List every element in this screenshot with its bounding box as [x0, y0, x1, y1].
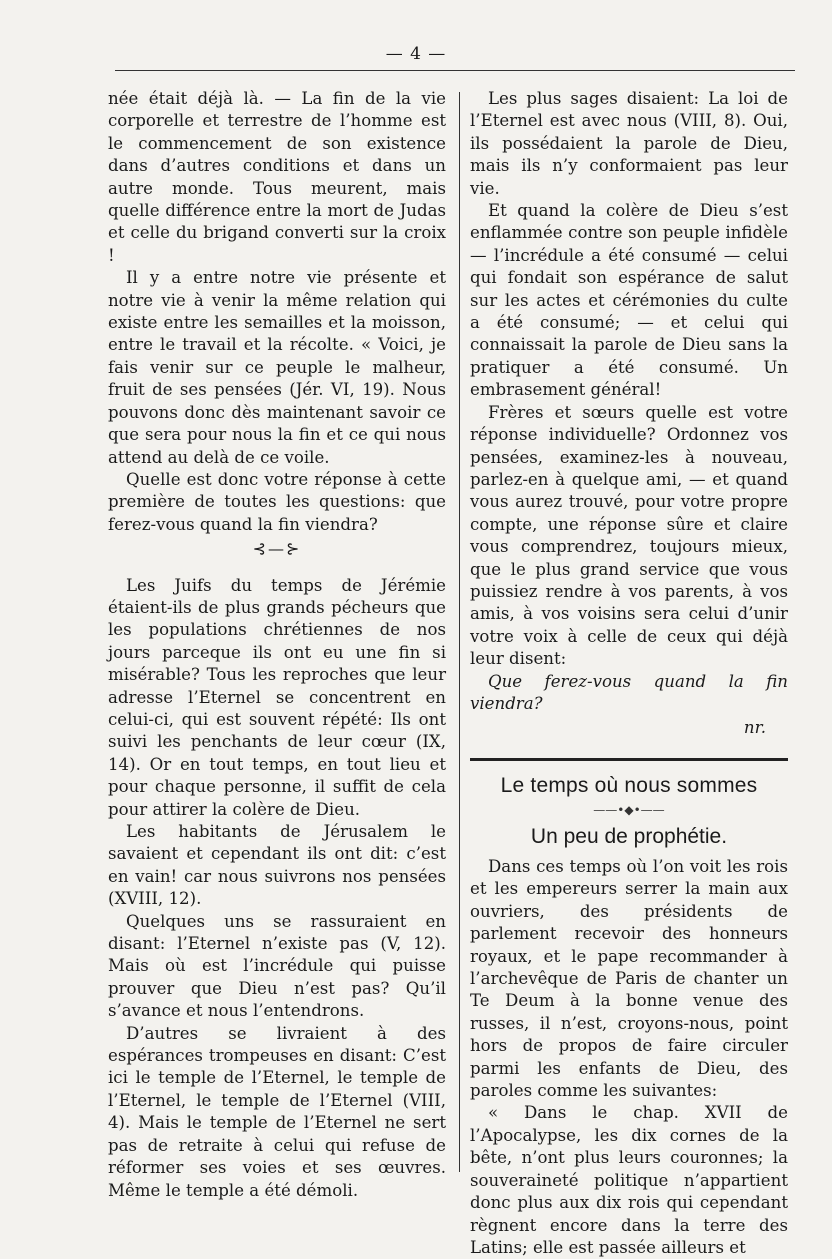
- paragraph: « Dans le chap. XVII de l’Apocalypse, les dix cornes de la bête, n’ont plus leurs couronnes; la souveraineté politique n’appartient donc plus aux dix rois qui cependant règnent encore dans la terre des Latins; elle est passée ailleurs et: [470, 1103, 788, 1257]
- paragraph: Les Juifs du temps de Jérémie étaient-ils de plus grands pécheurs que les populations chrétiennes de nos jours parceque ils ont eu une fin si misérable? Tous les reproches que leur adresse l’Eternel se concentrent en celui-ci, qui est souvent répété: Ils ont suivi les penchants de leur cœur (IX, 14). Or en tout temps, en tout lieu et pour chaque personne, il suffit de cela pour attirer la colère de Dieu.: [108, 575, 446, 819]
- header-rule: [115, 70, 795, 71]
- page-number: — 4 —: [385, 44, 447, 64]
- paragraph: Les plus sages disaient: La loi de l’Eternel est avec nous (VIII, 8). Oui, ils possédaient la parole de Dieu, mais ils n’y conformaient pas leur vie.: [470, 89, 788, 198]
- section-subtitle: Un peu de prophétie.: [530, 824, 728, 848]
- left-column: [108, 88, 446, 1202]
- author-signature: nr.: [743, 718, 766, 738]
- paragraph: Quelques uns se rassuraient en disant: l’Eternel n’existe pas (V, 12). Mais où est l’incrédule qui puisse prouver que Dieu n’est pas? Qu’il s’avance et nous l’entendrons.: [108, 911, 446, 1021]
- paragraph: Quelle est donc votre réponse à cette première de toutes les questions: que ferez-vous quand la fin viendra?: [108, 469, 446, 534]
- title-separator: ——•◆•——: [593, 803, 665, 818]
- section-rule: [470, 758, 788, 761]
- section-title: Le temps où nous sommes: [500, 773, 758, 797]
- paragraph: née était déjà là. — La fin de la vie corporelle et terrestre de l’homme est le commencement de son existence dans d’autres conditions et dans un autre monde. Tous meurent, mais quelle différence entre la mort de Judas et celle du brigand converti sur la croix !: [108, 89, 446, 265]
- paragraph: Frères et sœurs quelle est votre réponse individuelle? Ordonnez vos pensées, examinez-les à nouveau, parlez-en à quelque ami, — et quand vous aurez trouvé, pour votre propre compte, une réponse sûre et claire vous comprendrez, toujours mieux, que le plus grand service que vous puissiez rendre à vos parents, à vos amis, à vos voisins sera celui d’unir votre voix à celle de ceux qui déjà leur disent:: [470, 402, 788, 669]
- paragraph: Et quand la colère de Dieu s’est enflammée contre son peuple infidèle — l’incrédule a été consumé — celui qui fondait son espérance de salut sur les actes et cérémonies du culte a été consumé; — et celui qui connaissait la parole de Dieu sans la pratiquer a été consumé. Un embrasement général!: [470, 201, 788, 400]
- closing-question: Que ferez-vous quand la fin viendra?: [470, 671, 788, 713]
- paragraph: Les habitants de Jérusalem le savaient et cependant ils ont dit: c’est en vain! car nous suivrons nos pensées (XVIII, 12).: [108, 822, 446, 909]
- ornament-divider: ⊰—⊱: [252, 539, 302, 559]
- paragraph: D’autres se livraient à des espérances trompeuses en disant: C’est ici le temple de l’Eternel, le temple de l’Eternel, le temple de l’Eternel (VIII, 4). Mais le temple de l’Eternel ne sert pas de retraite à celui qui refuse de réformer ses voies et ses œuvres. Même le temple a été démoli.: [108, 1023, 446, 1200]
- paragraph: Dans ces temps où l’on voit les rois et les empereurs serrer la main aux ouvriers, des présidents de parlement recevoir des honneurs royaux, et le pape recommander à l’archevêque de Paris de chanter un Te Deum à la bonne venue des russes, il n’est, croyons-nous, point hors de propos de faire circuler parmi les enfants de Dieu, des paroles comme les suivantes:: [470, 857, 788, 1101]
- right-column: [470, 88, 788, 1259]
- column-divider: [459, 92, 460, 1172]
- paragraph: Il y a entre notre vie présente et notre vie à venir la même relation qui existe entre les semailles et la moisson, entre le travail et la récolte. « Voici, je fais venir sur ce peuple le malheur, fruit de ses pensées (Jér. VI, 19). Nous pouvons donc dès maintenant savoir ce que sera pour nous la fin et ce qui nous attend au delà de ce voile.: [108, 268, 446, 467]
